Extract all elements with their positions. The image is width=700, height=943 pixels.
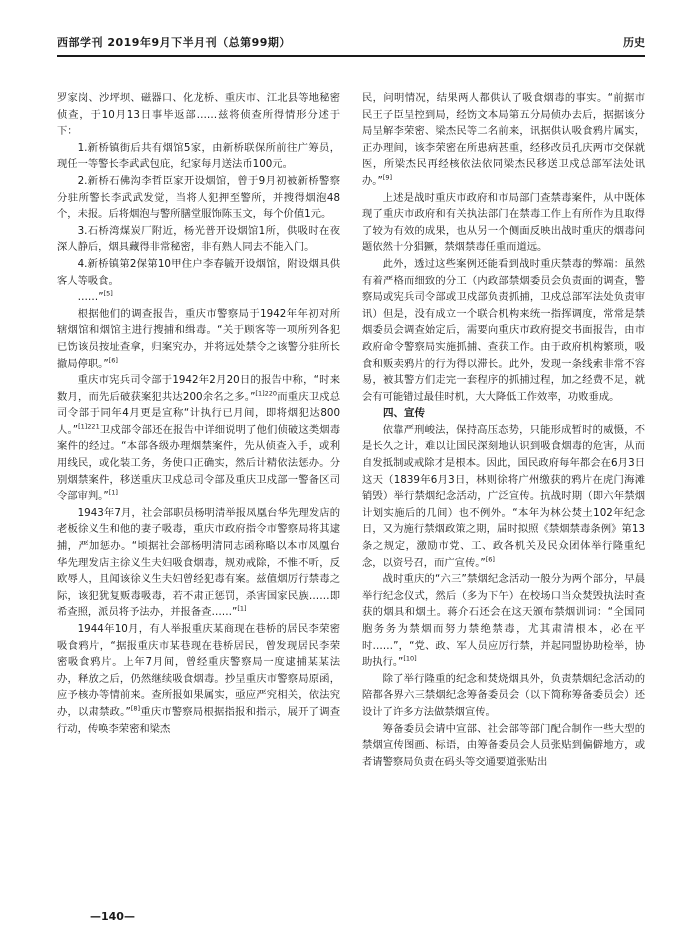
text-run: 除了举行隆重的纪念和焚烧烟具外，负责禁烟纪念活动的陪都各界六三禁烟纪念筹备委员会（以下简称筹备委员会）还设计了许多方法做禁烟宣传。: [362, 672, 645, 718]
section-heading: 四、宣传: [383, 407, 425, 420]
text-run: 而重庆卫戍总司令部于同年4月更是宣称“计执行已月间，即将烟犯达800人。”: [57, 390, 341, 436]
running-header: [57, 30, 645, 52]
citation-mark: [9]: [382, 173, 392, 182]
page-number: —140—: [90, 910, 135, 923]
paragraph: [362, 190, 645, 256]
citation-mark: [10]: [403, 654, 417, 663]
text-run: ……”: [77, 291, 104, 304]
text-run: 依靠严刑峻法，保持高压态势，只能形成暂时的威慑，不是长久之计，难以让国民深刻地认识到吸食烟毒的危害，从而自发抵制或戒除才是根本。因此，国民政府每年都会在6月3日这天（1839年6月3日，林则徐将广州缴获的鸦片在虎门海滩销毁）举行禁烟纪念活动，广泛宣传。抗战时期（即六年禁烟计划实施后的几间）也不例外。“本年为林公焚土102年纪念日，又为施行禁烟政策之期，届时拟照《禁烟禁毒条例》第13条之规定，激励市党、工、政各机关及民众团体举行隆重纪念，以资号召，而广宣传。”: [362, 423, 645, 569]
paragraph: [57, 223, 340, 256]
text-run: 重庆市宪兵司令部于1942年2月20日的报告中称，“时来数月，而先后破获案犯共达200余名之多。”: [57, 374, 340, 403]
text-run: 1943年7月，社会部职员杨明清举报凤凰台华先理发店的老板徐义生和他的妻子吸毒，重庆市政府指令市警察局将其逮捕，严加惩办。“顷据社会部杨明清同志函称略以本市凤凰台华先理发店主徐义生夫妇吸食烟毒，规劝戒除，不惟不听，反欧辱人，且闻该徐义生夫妇曾经犯毒有案。兹值烟厉行禁毒之际，该犯犹复贩毒吸毒，若不肃正惩罚，杀害国家民族……即希查照，派员将予法办，并报备查……”: [57, 506, 340, 619]
citation-mark: [5]: [103, 289, 113, 298]
paragraph: [362, 90, 645, 190]
citation-mark: [1]: [108, 488, 118, 497]
right-column: [362, 90, 645, 770]
paragraph: [362, 256, 645, 405]
text-run: 3.石桥湾煤炭厂附近，杨光普开设烟馆1所，供吸时在夜深人静后，烟具藏得非常秘密，非有熟人同去不能入门。: [57, 224, 340, 254]
paragraph: [362, 671, 645, 721]
header-rule: [57, 55, 645, 57]
journal-title: 西部学刊 2019年9月下半月刊（总第99期）: [57, 36, 291, 49]
paragraph: [362, 721, 645, 771]
text-run: 1944年10月，有人举报重庆某商现在巷桥的居民李荣密吸食鸦片，“据报重庆市某巷现在巷桥居民，曾发现居民李荣密吸食鸦片。上年7月间，曾经重庆警察局一度逮捕某某法办，释放之后，仍然继续吸食烟毒。抄呈重庆市警察局原函，应予核办等情前来。查所报如果属实，亟应严究相关，依法究办，以肃禁政。”: [57, 623, 340, 718]
text-run: 战时重庆的“六三”禁烟纪念活动一般分为两个部分，早晨举行纪念仪式，然后（多为下午）在校场口当众焚毁执法时查获的烟具和烟土。蒋介石还会在这天颁布禁烟训词：“全国同胞务务为禁烟而努力禁绝禁毒，尤其肃清根本，必在平时……”，“党、政、军人员应厉行禁，并起同盟协助检举，协助执行。”: [362, 573, 645, 669]
text-run: 1.新桥镇街后共有烟馆5家，由新桥联保所前往广筹员，现任一等警长李武武包庇，纪家每月送法币100元。: [57, 141, 340, 171]
paragraph: [57, 289, 340, 306]
paragraph: [362, 571, 645, 671]
citation-mark: [6]: [485, 555, 495, 564]
paragraph: [57, 140, 340, 173]
left-column: [57, 90, 340, 737]
text-run: 此外，透过这些案例还能看到战时重庆禁毒的弊端：虽然有着严格而细致的分工（内政部禁烟委员会负责面的调查，警察局或宪兵司令部或卫戍部负责抓捕，卫戍总部军法处负责审讯）但是，没有成立一个联合机构来统一指挥调度，常常是禁烟委员会调查始定后，需要向重庆市政府提交书面报告，由市政府命令警察局实施抓捕、查获工作。由于政府机构繁琐，吸食和贩卖鸦片的行为得以滞长。此外，发现一条线索非常不容易，被其警方们走完一套程序的抓捕过程，加之经费不足，就会有可能错过最佳时机，大大降低工作效率，功败垂成。: [362, 257, 645, 403]
paragraph: [362, 422, 645, 571]
text-run: 罗家岗、沙坪坝、磁器口、化龙桥、重庆市、江北县等地秘密侦查，于10月13日事毕返部……兹将侦查所得情形分述于下：: [57, 92, 340, 138]
text-run: 卫戍部令部还在报告中详细说明了他们侦破这类烟毒案件的经过。“本部各级办理烟禁案件，先从侦查入手，或利用线民，或化装工务，务使口正确实，然后计精依法惩办。分别烟禁案件，移送重庆卫戍总司令部及重庆卫戍部一警备区司令部审判。”: [57, 423, 341, 503]
text-run: 筹备委员会请中宣部、社会部等部门配合制作一些大型的禁烟宣传图画、标语，由筹备委员会人员张贴到偏僻地方，或者请警察局负责在码头等交通要道张贴出: [362, 722, 645, 768]
paragraph: [57, 621, 340, 737]
section-label: 历史: [623, 36, 645, 49]
paragraph: [57, 256, 340, 289]
text-run: 根据他们的调查报告，重庆市警察局于1942年年初对所辖烟馆和烟馆主进行搜捕和缉毒。“关于顾客等一项所列各犯已饬该员按址查拿，归案究办，并将远处禁令之该警分驻所长撤局停职。”: [57, 307, 340, 370]
paragraph: [57, 90, 340, 140]
citation-mark: [1]221: [78, 422, 100, 431]
citation-mark: [1]: [237, 604, 247, 613]
text-run: 4.新桥镇第2保第10甲住户李春毓开设烟馆，附设烟具供客人等吸食。: [57, 257, 340, 287]
paragraph: [57, 372, 340, 505]
citation-mark: [1]220: [255, 389, 278, 398]
text-run: 重庆市警察局根据指报和指示，展开了调查行动，传唤李荣密和梁杰: [57, 705, 341, 735]
paragraph: [57, 505, 340, 621]
text-run: 民，问明情况，结果两人都供认了吸食烟毒的事实。“前据市民王子臣呈控到局，经饬文本局第五分局侦办去后，据据该分局呈解李荣密、梁杰民等二名前来，讯据供认吸食鸦片属实，正办理间，该李荣密在所患病甚重，经移改员孔庆两市交保就医，所梁杰民再经核依法依同梁杰民移送卫戍总部军法处讯办。”: [362, 92, 645, 187]
text-run: 上述是战时重庆市政府和市局部门查禁毒案件，从中既体现了重庆市政府和有关执法部门在禁毒工作上有所作为且取得了较为有效的成果，也从另一个侧面反映出战时重庆的烟毒问题依然十分猖獗，禁烟禁毒任重而道远。: [362, 191, 645, 254]
citation-mark: [8]: [130, 704, 141, 713]
text-run: 2.新桥石佛沟李哲臣家开设烟馆，曾于9月初被新桥警察分驻所警长李武武发觉，当将人犯押至警所，并搜得烟泡48个，未报。后将烟泡与警所膳堂服饰陈玉文，每个价值1元。: [57, 174, 340, 221]
paragraph: [57, 306, 340, 372]
citation-mark: [6]: [108, 356, 118, 365]
paragraph: [57, 173, 340, 223]
